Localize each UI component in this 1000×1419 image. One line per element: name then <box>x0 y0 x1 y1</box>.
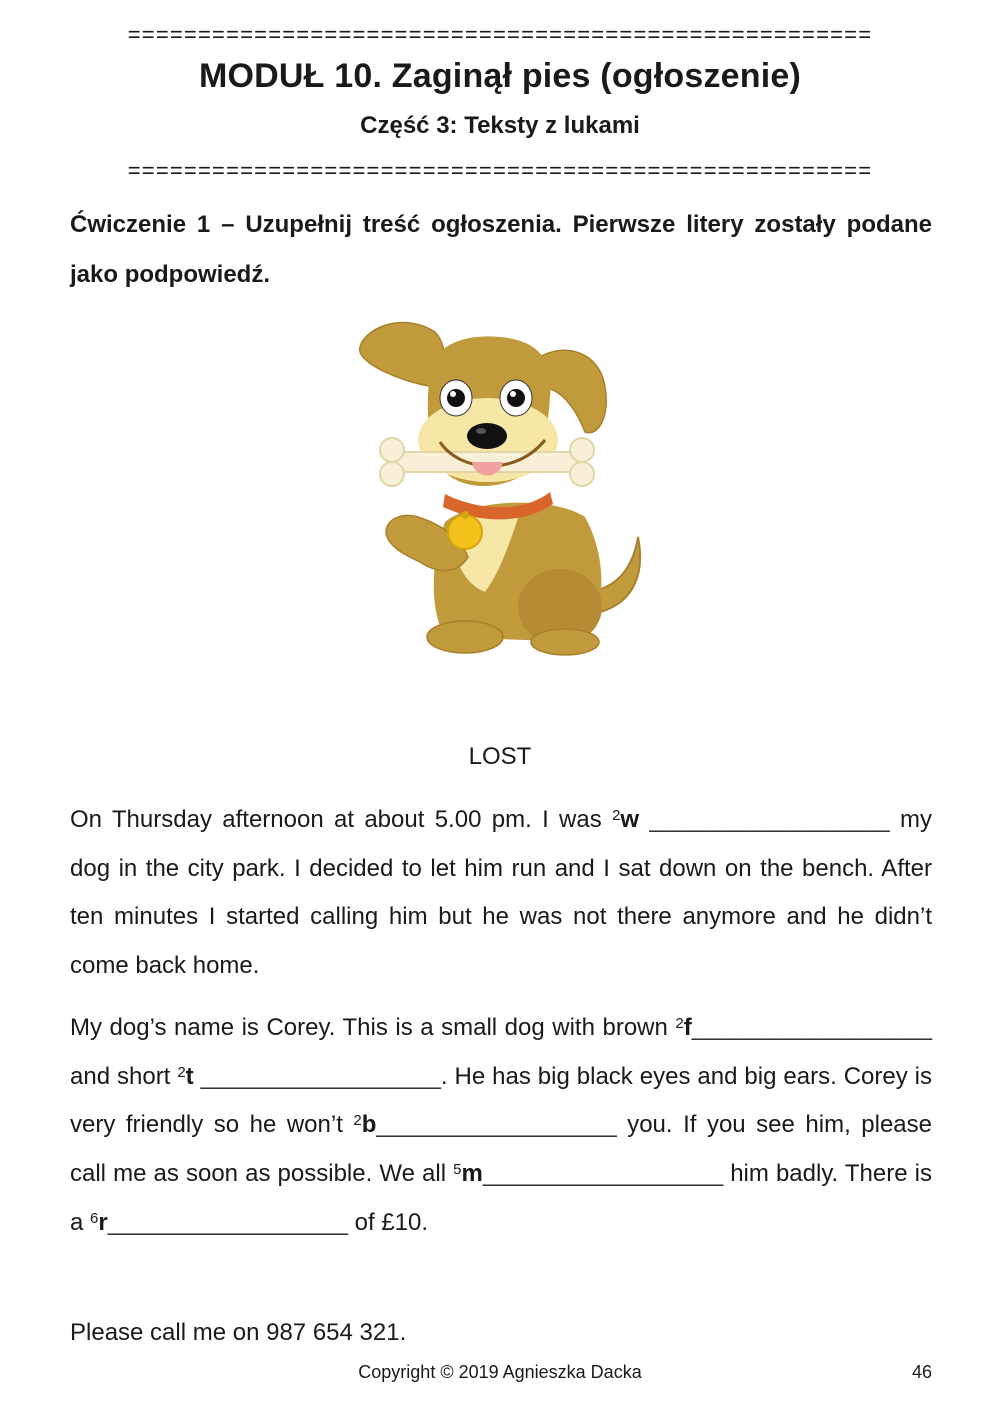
notice-paragraph-2: My dog’s name is Corey. This is a small dog with brown $^2$f__________________ and short $^2$t __________________. He has big black eyes and big ears. Corey is very friendly so he won’t $^2$b__________________ you. If you see him, please call me as soon as possible. We all $^5$m__________________ him badly. There is a $^6$r__________________ of £10. <box>70 1014 932 1236</box>
notice-heading: LOST <box>468 743 532 770</box>
gap-3-input[interactable]: $^2$t __________________ <box>177 1062 441 1090</box>
dog-with-bone-icon <box>350 312 650 657</box>
page-subtitle: Część 3: Teksty z lukami <box>360 112 640 139</box>
notice-paragraph-1: On Thursday afternoon at about 5.00 pm. I was $^2$w __________________ my dog in the city park. I decided to let him run and I sat down on the bench. After ten minutes I started calling him but he was not there anymore and he didn’t come back home. <box>70 806 932 980</box>
copyright-footer: Copyright © 2019 Agnieszka Dacka <box>358 1362 642 1382</box>
page-number: 46 <box>911 1362 932 1382</box>
gap-2-input[interactable]: $^2$f__________________ <box>675 1014 932 1041</box>
top-divider: ===================================================== <box>127 24 873 46</box>
gap-4-input[interactable]: $^2$b__________________ <box>353 1111 617 1139</box>
gap-5-input[interactable]: $^5$m__________________ <box>453 1160 724 1188</box>
gap-1-input[interactable]: $^2$w __________________ <box>612 806 890 833</box>
page-title: MODUŁ 10. Zaginął pies (ogłoszenie) <box>198 57 802 95</box>
notice-contact-line: Please call me on 987 654 321. <box>70 1319 407 1346</box>
bottom-divider: ===================================================== <box>127 160 873 182</box>
exercise-instruction: Ćwiczenie 1 – Uzupełnij treść ogłoszenia. Pierwsze litery zostały podane jako podpowiedź. <box>70 211 932 288</box>
gap-6-input[interactable]: $^6$r__________________ <box>90 1208 348 1236</box>
